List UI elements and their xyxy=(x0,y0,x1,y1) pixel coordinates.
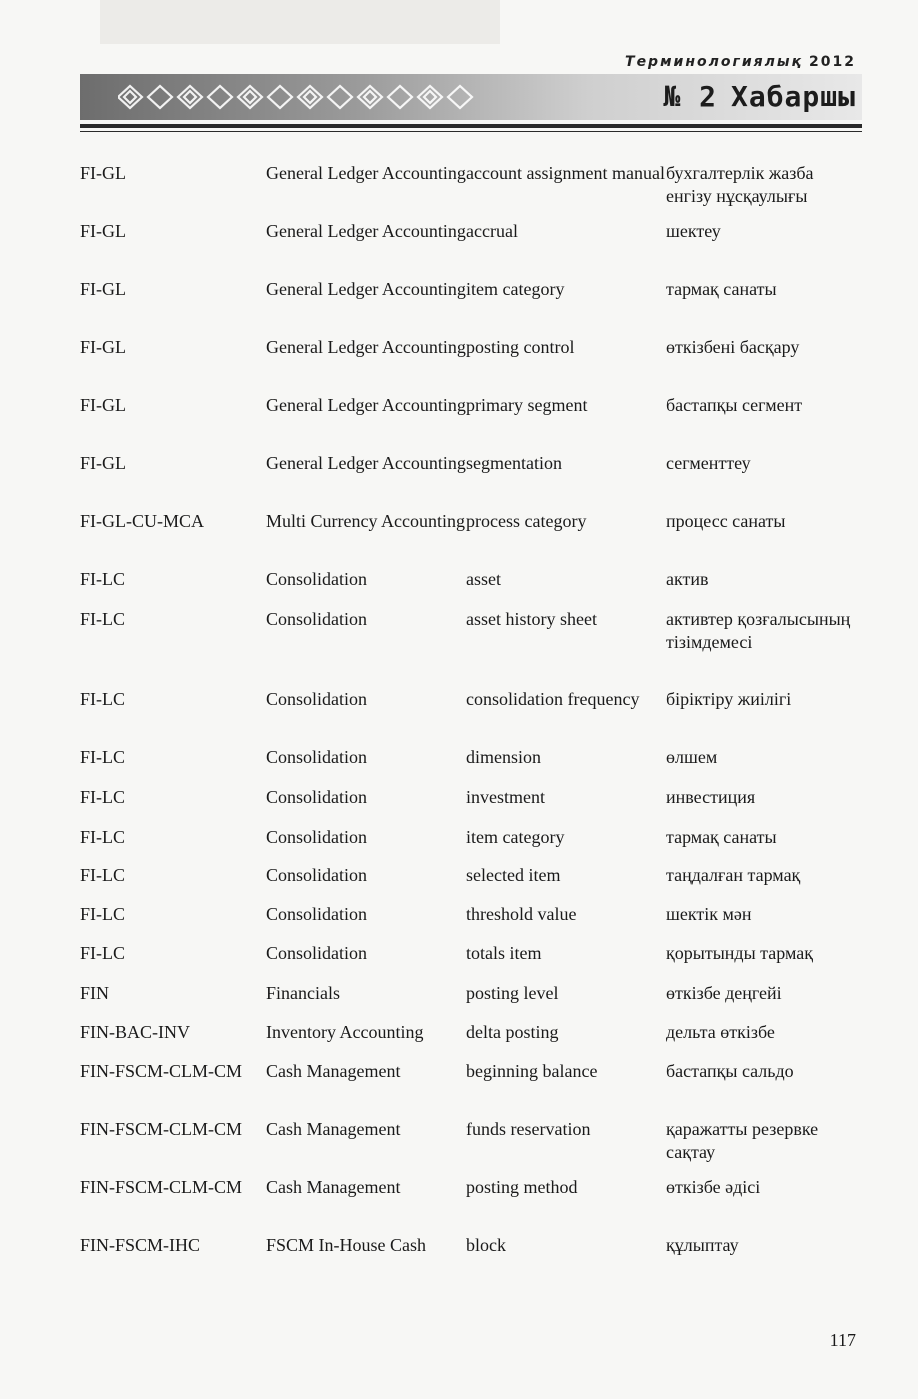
module-code: FI-GL xyxy=(80,337,126,357)
term-kazakh: активтер қозғалысының тізімдемесі xyxy=(666,609,851,652)
term-english: process category xyxy=(466,511,587,531)
term-english: asset xyxy=(466,569,501,589)
term-kazakh: өткізбе деңгейі xyxy=(666,983,782,1003)
term-kazakh: тармақ санаты xyxy=(666,827,777,847)
term-kazakh: өткізбені басқару xyxy=(666,337,800,357)
table-row xyxy=(80,220,860,243)
term-kazakh: шектік мән xyxy=(666,904,752,924)
table-row xyxy=(80,1234,860,1257)
module-code: FIN xyxy=(80,983,110,1003)
module-code: FI-GL xyxy=(80,163,126,183)
module-code: FI-LC xyxy=(80,865,125,885)
term-kazakh: сегменттеу xyxy=(666,453,751,473)
application-area: Consolidation xyxy=(266,865,368,885)
term-kazakh: актив xyxy=(666,569,709,589)
term-english: item category xyxy=(466,279,565,299)
term-english: block xyxy=(466,1235,506,1255)
module-code: FI-LC xyxy=(80,787,125,807)
module-code: FI-GL xyxy=(80,395,126,415)
term-english: selected item xyxy=(466,865,561,885)
term-english: consolidation frequency xyxy=(466,689,640,709)
header-rule-thin xyxy=(80,131,862,132)
term-kazakh: қаражатты резервке сақтау xyxy=(666,1119,819,1162)
application-area: General Ledger Accounting xyxy=(266,221,466,241)
module-code: FIN-FSCM-CLM-CM xyxy=(80,1119,243,1139)
application-area: Consolidation xyxy=(266,787,368,807)
application-area: General Ledger Accounting xyxy=(266,453,466,473)
module-code: FI-LC xyxy=(80,827,125,847)
module-code: FI-LC xyxy=(80,943,125,963)
term-kazakh: бастапқы сегмент xyxy=(666,395,803,415)
module-code: FI-GL xyxy=(80,453,126,473)
table-row xyxy=(80,1021,860,1044)
application-area: FSCM In-House Cash xyxy=(266,1235,427,1255)
table-row xyxy=(80,1060,860,1083)
term-kazakh: біріктіру жиілігі xyxy=(666,689,792,709)
term-english: beginning balance xyxy=(466,1061,598,1081)
table-row xyxy=(80,278,860,301)
table-row xyxy=(80,1176,860,1199)
module-code: FI-LC xyxy=(80,609,125,629)
application-area: Cash Management xyxy=(266,1119,401,1139)
ornament-icon xyxy=(118,80,488,114)
application-area: Multi Currency Accounting xyxy=(266,511,465,531)
module-code: FI-LC xyxy=(80,689,125,709)
application-area: General Ledger Accounting xyxy=(266,395,466,415)
table-row xyxy=(80,942,860,965)
term-kazakh: бастапқы сальдо xyxy=(666,1061,794,1081)
application-area: Consolidation xyxy=(266,943,368,963)
term-english: asset history sheet xyxy=(466,609,597,629)
journal-year: 2012 xyxy=(809,54,856,70)
module-code: FI-GL-CU-MCA xyxy=(80,511,204,531)
journal-title: Терминологиялық xyxy=(625,54,804,70)
term-english: dimension xyxy=(466,747,541,767)
journal-name xyxy=(625,54,856,70)
table-row xyxy=(80,982,860,1005)
issue-label xyxy=(663,80,856,113)
term-english: funds reservation xyxy=(466,1119,591,1139)
table-row xyxy=(80,746,860,769)
application-area: Consolidation xyxy=(266,827,368,847)
application-area: Cash Management xyxy=(266,1177,401,1197)
table-row xyxy=(80,864,860,887)
term-english: delta posting xyxy=(466,1022,559,1042)
module-code: FIN-FSCM-CLM-CM xyxy=(80,1177,243,1197)
application-area: Financials xyxy=(266,983,340,1003)
table-row xyxy=(80,336,860,359)
term-kazakh: өлшем xyxy=(666,747,718,767)
table-row xyxy=(80,786,860,809)
term-kazakh: таңдалған тармақ xyxy=(666,865,801,885)
module-code: FI-LC xyxy=(80,904,125,924)
term-english: posting control xyxy=(466,337,575,357)
term-english: posting level xyxy=(466,983,559,1003)
table-row xyxy=(80,608,860,654)
term-kazakh: құлыптау xyxy=(666,1235,739,1255)
table-row xyxy=(80,162,860,208)
application-area: Consolidation xyxy=(266,747,368,767)
module-code: FI-LC xyxy=(80,569,125,589)
module-code: FIN-FSCM-IHC xyxy=(80,1235,201,1255)
table-row xyxy=(80,452,860,475)
module-code: FIN-FSCM-CLM-CM xyxy=(80,1061,243,1081)
application-area: Consolidation xyxy=(266,689,368,709)
term-english: posting method xyxy=(466,1177,578,1197)
page-number: 117 xyxy=(829,1330,856,1350)
table-row xyxy=(80,688,860,711)
term-english: threshold value xyxy=(466,904,577,924)
term-kazakh: дельта өткізбе xyxy=(666,1022,775,1042)
term-english: accrual xyxy=(466,221,518,241)
term-english: totals item xyxy=(466,943,542,963)
term-english: segmentation xyxy=(466,453,562,473)
table-row xyxy=(80,394,860,417)
application-area: General Ledger Accounting xyxy=(266,337,466,357)
application-area: Inventory Accounting xyxy=(266,1022,424,1042)
application-area: Consolidation xyxy=(266,609,368,629)
table-row xyxy=(80,568,860,591)
table-row xyxy=(80,510,860,533)
table-row xyxy=(80,1118,860,1164)
term-kazakh: бухгалтерлік жазба енгізу нұсқаулығы xyxy=(666,163,814,206)
application-area: Cash Management xyxy=(266,1061,401,1081)
module-code: FI-GL xyxy=(80,221,126,241)
header-rule-thick xyxy=(80,124,862,128)
module-code: FI-LC xyxy=(80,747,125,767)
term-kazakh: шектеу xyxy=(666,221,721,241)
table-row xyxy=(80,826,860,849)
application-area: Consolidation xyxy=(266,904,368,924)
term-kazakh: инвестиция xyxy=(666,787,756,807)
page-header xyxy=(0,0,918,150)
module-code: FI-GL xyxy=(80,279,126,299)
term-english: item category xyxy=(466,827,565,847)
term-kazakh: өткізбе әдісі xyxy=(666,1177,761,1197)
term-english: account assignment manual xyxy=(466,163,665,183)
application-area: General Ledger Accounting xyxy=(266,279,466,299)
term-english: investment xyxy=(466,787,545,807)
issue-title: Хабаршы xyxy=(730,80,856,113)
term-english: primary segment xyxy=(466,395,588,415)
application-area: General Ledger Accounting xyxy=(266,163,466,183)
table-row xyxy=(80,903,860,926)
application-area: Consolidation xyxy=(266,569,368,589)
term-kazakh: тармақ санаты xyxy=(666,279,777,299)
term-kazakh: процесс санаты xyxy=(666,511,786,531)
term-kazakh: қорытынды тармақ xyxy=(666,943,813,963)
module-code: FIN-BAC-INV xyxy=(80,1022,190,1042)
issue-number: № 2 xyxy=(663,80,717,113)
